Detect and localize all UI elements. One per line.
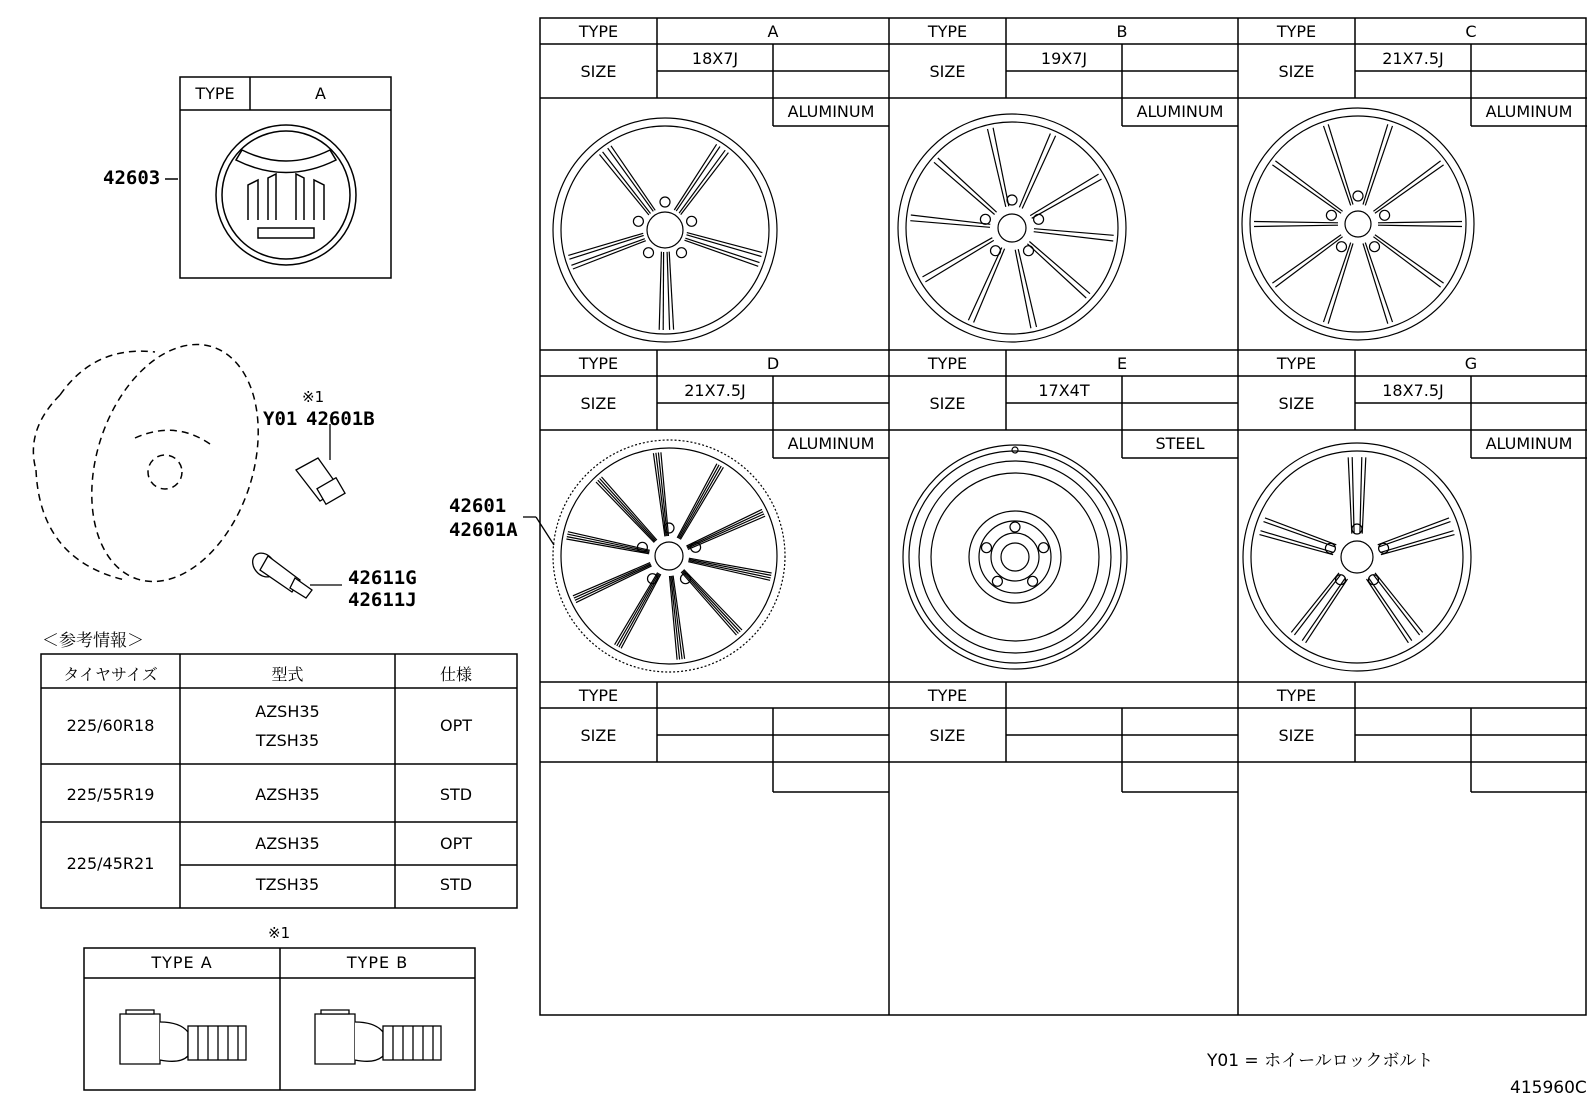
bolt-type-a-drawing — [120, 1010, 246, 1064]
cap-box-frame — [180, 77, 391, 278]
part-number-42601a[interactable]: 42601A — [449, 519, 518, 541]
cell-type-label: TYPE — [1276, 22, 1317, 41]
cell-type-label: TYPE — [927, 686, 968, 705]
bolt-type-b-label: TYPE B — [346, 953, 409, 972]
cell-size-label: SIZE — [929, 726, 966, 745]
cell-size-value: 21X7.5J — [684, 381, 746, 400]
wheel-drawing-a — [553, 118, 777, 342]
cell-type-label: TYPE — [1276, 686, 1317, 705]
ref-row3-size: 225/45R21 — [66, 854, 155, 873]
ref-row3-model1: AZSH35 — [255, 834, 320, 853]
cell-type-value: C — [1465, 22, 1477, 41]
wheel-drawing-g — [1243, 443, 1471, 671]
ref-row3-spec1: OPT — [439, 834, 472, 853]
cell-size-value: 18X7J — [691, 49, 739, 68]
cell-material: STEEL — [1155, 434, 1205, 453]
reference-title: ＜参考情報＞ — [42, 631, 144, 651]
cell-size-label: SIZE — [580, 62, 617, 81]
cap-type-label: TYPE — [195, 84, 235, 103]
bolt-type-b-drawing — [315, 1010, 441, 1064]
part-number-42601b[interactable]: 42601B — [306, 408, 375, 430]
ref-row1-size: 225/60R18 — [66, 716, 155, 735]
cell-material: ALUMINUM — [787, 102, 875, 121]
cell-material: ALUMINUM — [1485, 102, 1573, 121]
cell-size-label: SIZE — [1278, 394, 1315, 413]
lock-bolt-code: Y01 — [263, 408, 298, 430]
part-number-42611g[interactable]: 42611G — [348, 567, 417, 589]
bolt-type-a-label: TYPE A — [151, 953, 213, 972]
lock-bolt-drawing — [296, 458, 345, 504]
valve-drawing — [248, 549, 312, 598]
ref-row3-model2: TZSH35 — [255, 875, 320, 894]
center-cap-emblem — [216, 125, 356, 265]
figure-id: 415960C — [1510, 1078, 1587, 1098]
cell-type-label: TYPE — [578, 22, 619, 41]
cell-type-label: TYPE — [578, 686, 619, 705]
cell-size-label: SIZE — [580, 726, 617, 745]
wheel-drawing-e — [903, 445, 1127, 669]
part-number-42603[interactable]: 42603 — [103, 167, 161, 189]
ref-row1-model2: TZSH35 — [255, 731, 320, 750]
cell-type-value: B — [1116, 22, 1128, 41]
cell-size-label: SIZE — [929, 394, 966, 413]
cell-type-value: D — [766, 354, 780, 373]
lock-bolt-note-mark: ※1 — [302, 388, 325, 406]
cell-size-label: SIZE — [1278, 726, 1315, 745]
cell-size-label: SIZE — [580, 394, 617, 413]
cell-size-label: SIZE — [929, 62, 966, 81]
tire-outline — [33, 323, 287, 603]
ref-row2-model: AZSH35 — [255, 785, 320, 804]
ref-header-tire-size: タイヤサイズ — [63, 665, 158, 684]
ref-row2-size: 225/55R19 — [66, 785, 155, 804]
cell-size-value: 21X7.5J — [1382, 49, 1444, 68]
bolt-types-note-mark: ※1 — [268, 924, 291, 942]
cell-type-value: E — [1116, 354, 1128, 373]
cell-material: ALUMINUM — [787, 434, 875, 453]
cell-size-value: 17X4T — [1038, 381, 1090, 400]
cell-size-label: SIZE — [1278, 62, 1315, 81]
ref-header-model: 型式 — [271, 665, 304, 684]
cap-type-value: A — [315, 84, 326, 103]
cell-material: ALUMINUM — [1485, 434, 1573, 453]
ref-row1-spec: OPT — [439, 716, 472, 735]
ref-row2-spec: STD — [439, 785, 473, 804]
cell-material: ALUMINUM — [1136, 102, 1224, 121]
legend-note: Y01 = ホイールロックボルト — [1207, 1051, 1434, 1071]
part-number-42611j[interactable]: 42611J — [348, 589, 417, 611]
ref-row1-model1: AZSH35 — [255, 702, 320, 721]
wheel-drawing-d — [553, 440, 785, 672]
wheel-drawing-b — [898, 114, 1126, 342]
ref-row3-spec2: STD — [439, 875, 473, 894]
cell-type-label: TYPE — [927, 354, 968, 373]
cell-type-label: TYPE — [1276, 354, 1317, 373]
cell-type-value: G — [1464, 354, 1478, 373]
cell-type-label: TYPE — [927, 22, 968, 41]
part-number-42601[interactable]: 42601 — [449, 495, 507, 517]
cell-size-value: 18X7.5J — [1382, 381, 1444, 400]
cell-type-value: A — [767, 22, 779, 41]
ref-header-spec: 仕様 — [439, 665, 472, 684]
wheel-grid-frame — [540, 18, 1586, 1015]
cell-size-value: 19X7J — [1040, 49, 1088, 68]
cell-type-label: TYPE — [578, 354, 619, 373]
wheel-drawing-c — [1242, 108, 1474, 340]
